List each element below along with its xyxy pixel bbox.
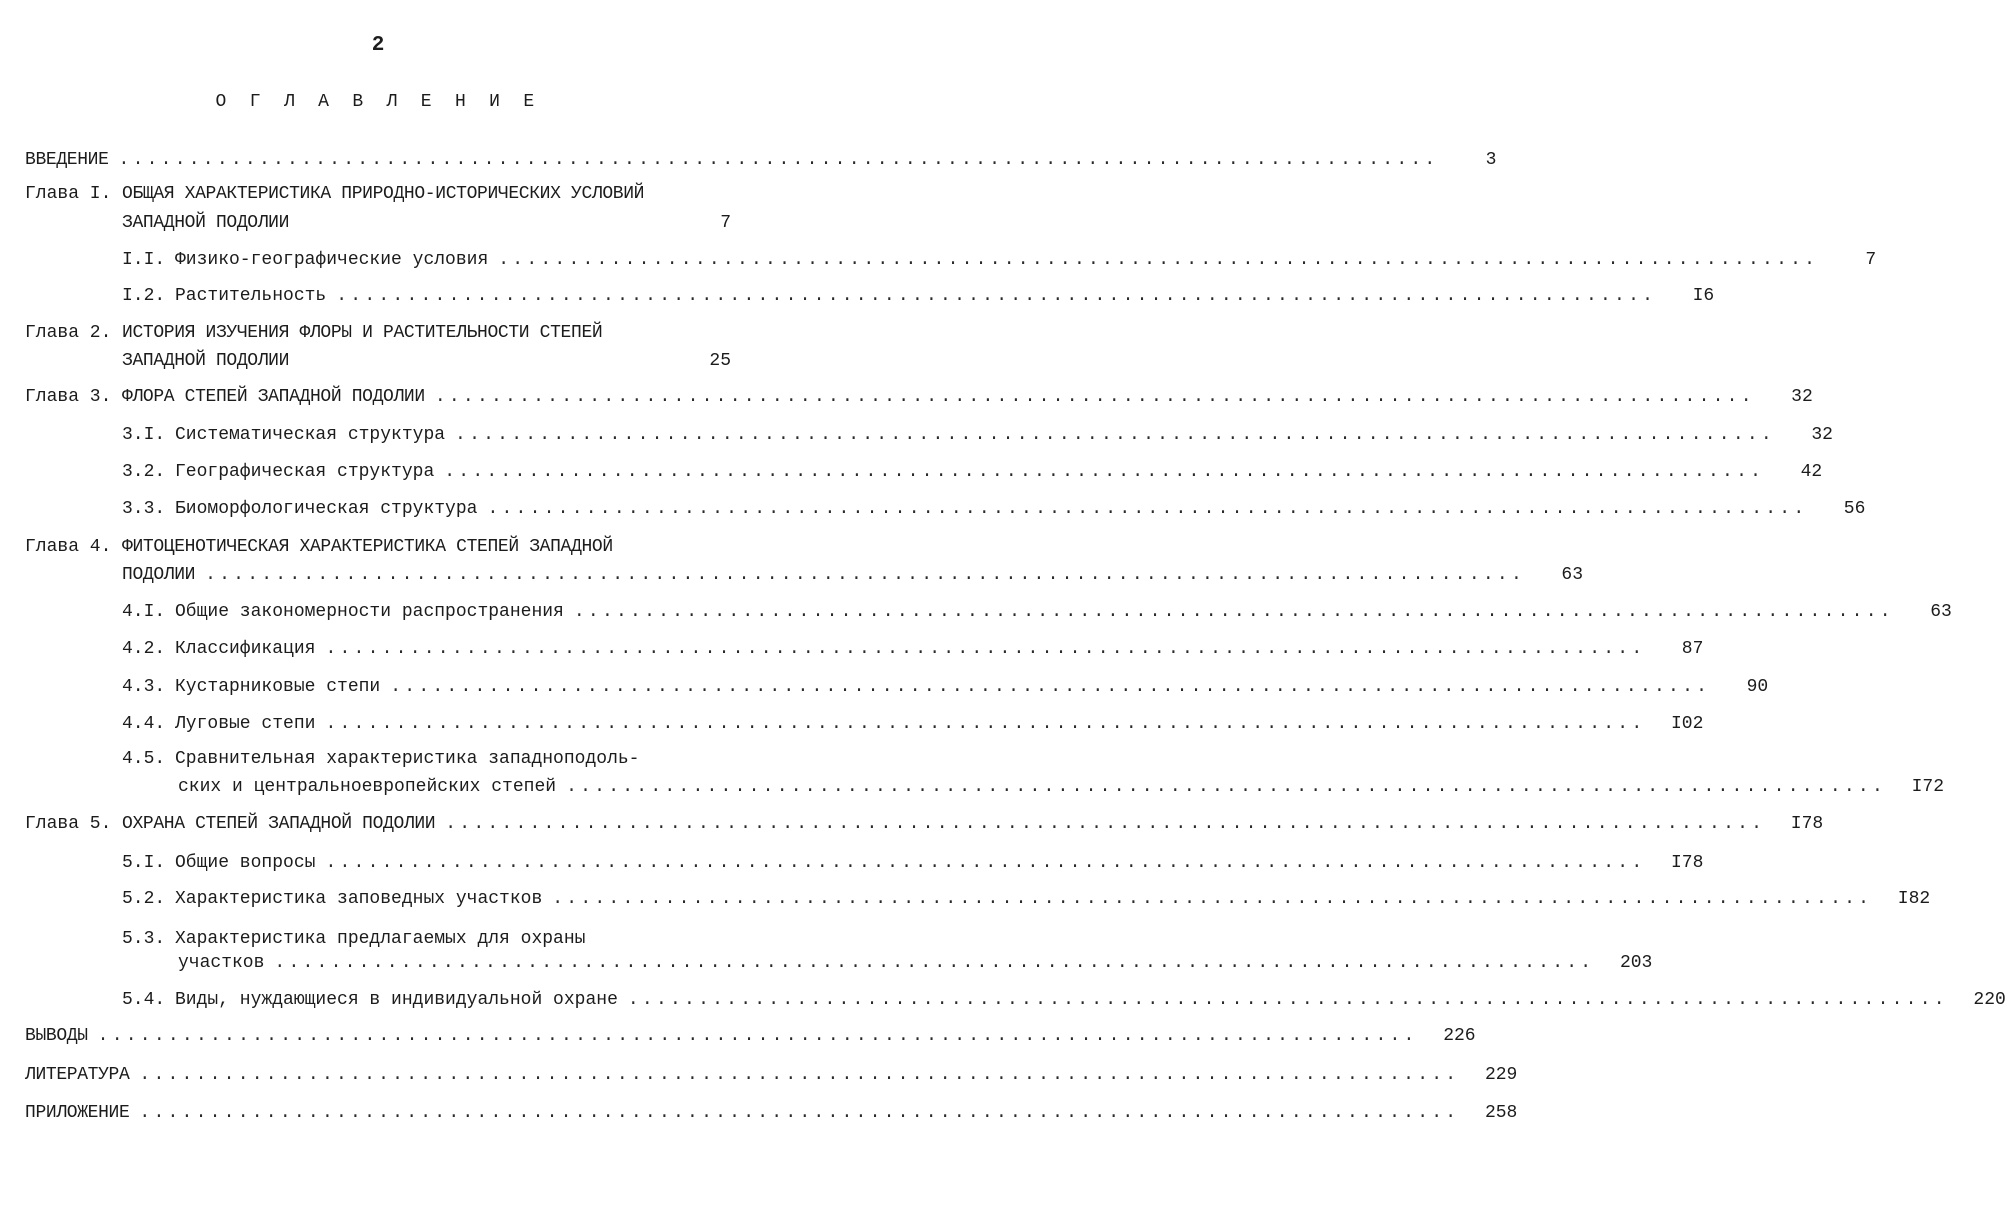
entry-title: Систематическая структура [175, 425, 446, 445]
page-ref: 3 [1485, 150, 1497, 170]
chapter-label: Глава 4. [25, 537, 112, 557]
page-ref: 7 [720, 213, 731, 233]
entry-title: Классификация [175, 639, 316, 659]
toc-entry [122, 636, 1704, 662]
section-number: 4.2. [122, 639, 166, 659]
page-ref: 63 [1930, 602, 1952, 622]
page-ref: I02 [1670, 714, 1704, 734]
chapter-label: Глава I. [25, 184, 112, 204]
dot-leader: .............................................................................................. [566, 777, 1886, 797]
entry-title: Сравнительная характеристика западноподоль- [175, 749, 640, 769]
toc-entry [25, 320, 731, 346]
entry-title: Кустарниковые степи [175, 677, 381, 697]
dot-leader: .............................................................................................. [336, 286, 1657, 306]
toc-entry [122, 711, 1704, 737]
chapter-label: Глава 5. [25, 814, 112, 834]
page-ref: 25 [709, 351, 731, 371]
toc-entry [178, 774, 1944, 800]
page-ref: I78 [1790, 814, 1824, 834]
entry-title: ПРИЛОЖЕНИЕ [25, 1103, 130, 1123]
section-number: 5.I. [122, 853, 166, 873]
dot-leader: .............................................................................................. [325, 853, 1646, 873]
toc-entry [122, 850, 1704, 876]
entry-title: Луговые степи [175, 714, 316, 734]
section-number: 5.4. [122, 990, 166, 1010]
entry-title: ОХРАНА СТЕПЕЙ ЗАПАДНОЙ ПОДОЛИИ [122, 814, 436, 834]
toc-entry [122, 674, 1769, 700]
dot-leader: .............................................................................................. [487, 499, 1808, 519]
entry-title: Физико-географические условия [175, 250, 489, 270]
chapter-label: Глава 2. [25, 323, 112, 343]
page-ref: 258 [1484, 1103, 1518, 1123]
toc-entry [122, 459, 1823, 485]
dot-leader: .............................................................................................. [325, 714, 1646, 734]
entry-title: Характеристика предлагаемых для охраны [175, 929, 586, 949]
toc-entry [25, 384, 1813, 410]
entry-title: ФЛОРА СТЕПЕЙ ЗАПАДНОЙ ПОДОЛИИ [122, 387, 425, 407]
section-number: 3.3. [122, 499, 166, 519]
page-ref: 63 [1561, 565, 1584, 585]
toc-entry [122, 422, 1833, 448]
section-number: 4.4. [122, 714, 166, 734]
toc-entry [25, 534, 731, 560]
toc-entry [122, 599, 1952, 625]
section-number: 4.I. [122, 602, 166, 622]
dot-leader: .............................................................................................. [97, 1026, 1418, 1046]
entry-title: Биоморфологическая структура [175, 499, 478, 519]
entry-title: Общие вопросы [175, 853, 316, 873]
page-ref: 42 [1800, 462, 1823, 482]
entry-title: Географическая структура [175, 462, 435, 482]
page-ref: 90 [1746, 677, 1769, 697]
dot-leader: .............................................................................................. [455, 425, 1775, 445]
page-ref: I78 [1670, 853, 1704, 873]
dot-leader: .............................................................................................. [434, 387, 1755, 407]
page-ref: 32 [1791, 387, 1813, 407]
dot-leader: .............................................................................................. [573, 602, 1894, 622]
toc-entry [122, 496, 1866, 522]
dot-leader: .............................................................................................. [498, 250, 1819, 270]
toc-entry [25, 181, 731, 207]
toc-entry [122, 247, 1877, 273]
section-number: 4.5. [122, 749, 166, 769]
entry-title: Общие закономерности распространения [175, 602, 564, 622]
section-number: 4.3. [122, 677, 166, 697]
toc-entry [122, 987, 2006, 1013]
dot-leader: .............................................................................................. [390, 677, 1711, 697]
entry-title: участков [178, 953, 265, 973]
page-ref: 56 [1843, 499, 1866, 519]
chapter-label: Глава 3. [25, 387, 112, 407]
dot-leader: .............................................................................................. [627, 990, 1948, 1010]
section-number: 5.3. [122, 929, 166, 949]
page-ref: 226 [1443, 1026, 1476, 1046]
toc-entry [25, 147, 1497, 173]
dot-leader: .............................................................................................. [445, 814, 1766, 834]
toc-entry [25, 811, 1824, 837]
entry-title: ВЫВОДЫ [25, 1026, 88, 1046]
dot-leader: .............................................................................................. [139, 1103, 1460, 1123]
page-ref: I82 [1897, 889, 1931, 909]
dot-leader: .............................................................................................. [444, 462, 1765, 482]
entry-title: ФИТОЦЕНОТИЧЕСКАЯ ХАРАКТЕРИСТИКА СТЕПЕЙ ЗАПАДНОЙ [122, 537, 613, 557]
entry-title: ЛИТЕРАТУРА [25, 1065, 130, 1085]
section-number: 3.I. [122, 425, 166, 445]
toc-entry [25, 1100, 1518, 1126]
dot-leader: .............................................................................................. [325, 639, 1646, 659]
entry-title: ИСТОРИЯ ИЗУЧЕНИЯ ФЛОРЫ И РАСТИТЕЛЬНОСТИ СТЕПЕЙ [122, 323, 603, 343]
toc-entry [25, 1062, 1518, 1088]
page-ref: 32 [1811, 425, 1833, 445]
dot-leader: .............................................................................................. [139, 1065, 1460, 1085]
toc-entry [122, 886, 1931, 912]
toc-entry [122, 562, 1584, 588]
page-ref: 7 [1865, 250, 1877, 270]
page-ref: 220 [1973, 990, 2006, 1010]
entry-title: ЗАПАДНОЙ ПОДОЛИИ [122, 351, 290, 371]
dot-leader: .............................................................................................. [552, 889, 1873, 909]
toc-entry [122, 746, 731, 772]
entry-title: ских и центральноевропейских степей [178, 777, 557, 797]
toc-entry [122, 926, 731, 952]
entry-title: ОБЩАЯ ХАРАКТЕРИСТИКА ПРИРОДНО-ИСТОРИЧЕСКИХ УСЛОВИЙ [122, 184, 645, 204]
page-ref: 229 [1484, 1065, 1518, 1085]
entry-title: ПОДОЛИИ [122, 565, 196, 585]
entry-title: Растительность [175, 286, 327, 306]
entry-title: Характеристика заповедных участков [175, 889, 543, 909]
dot-leader: .............................................................................................. [118, 150, 1439, 170]
section-number: I.I. [122, 250, 166, 270]
toc-entry [122, 283, 1715, 309]
toc-entry [178, 950, 1653, 976]
page-number: 2 [371, 34, 385, 57]
toc-entry [25, 1023, 1476, 1049]
section-number: 3.2. [122, 462, 166, 482]
page-ref: 87 [1681, 639, 1704, 659]
toc-heading: О Г Л А В Л Е Н И Е [215, 92, 541, 112]
page-ref: 203 [1619, 953, 1653, 973]
section-number: 5.2. [122, 889, 166, 909]
dot-leader: .............................................................................................. [274, 953, 1595, 973]
toc-entry [122, 348, 731, 374]
dot-leader: .............................................................................................. [205, 565, 1526, 585]
section-number: I.2. [122, 286, 166, 306]
page-ref: I72 [1911, 777, 1944, 797]
entry-title: ЗАПАДНОЙ ПОДОЛИИ [122, 213, 290, 233]
entry-title: ВВЕДЕНИЕ [25, 150, 109, 170]
entry-title: Виды, нуждающиеся в индивидуальной охране [175, 990, 618, 1010]
page-ref: I6 [1692, 286, 1715, 306]
toc-entry [122, 210, 731, 236]
